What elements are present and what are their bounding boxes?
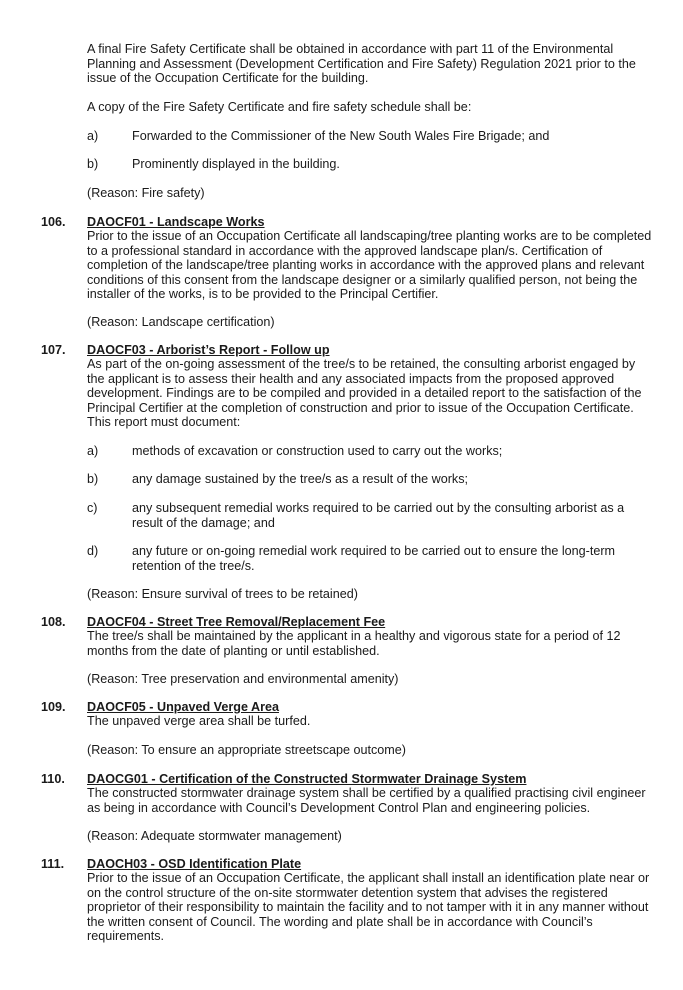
condition-number: 110. xyxy=(41,772,65,786)
list-item: Prominently displayed in the building. xyxy=(132,157,340,171)
reason-text: (Reason: Adequate stormwater management) xyxy=(87,829,342,843)
condition-body: As part of the on-going assessment of the tree/s to be retained, the consulting arborist engaged by the applicant is to assess their health and any associated impacts from the proposed approved development. Findings are to be compiled and provided in a detailed report to the satisfaction of the Principal Certifier at the completion of construction and prior to issue of the Occupation Certificate. This report must document: xyxy=(87,357,642,429)
condition-title: DAOCG01 - Certification of the Constructed Stormwater Drainage System xyxy=(87,772,527,786)
condition-number: 106. xyxy=(41,215,66,229)
reason-text: (Reason: Fire safety) xyxy=(87,186,205,200)
list-letter: b) xyxy=(87,472,99,486)
list-item: any subsequent remedial works required to be carried out by the consulting arborist as a result of the damage; and xyxy=(132,501,625,530)
condition-title: DAOCH03 - OSD Identification Plate xyxy=(87,857,302,871)
condition-number: 107. xyxy=(41,343,66,357)
condition-title: DAOCF01 - Landscape Works xyxy=(87,215,265,229)
list-letter: a) xyxy=(87,444,99,458)
list-item: any future or on-going remedial work required to be carried out to ensure the long-term retention of the tree/s. xyxy=(132,544,616,573)
list-item: Forwarded to the Commissioner of the New South Wales Fire Brigade; and xyxy=(132,129,550,143)
list-item: methods of excavation or construction used to carry out the works; xyxy=(132,444,503,458)
condition-title: DAOCF03 - Arborist’s Report - Follow up xyxy=(87,343,330,357)
intro-paragraph: A final Fire Safety Certificate shall be obtained in accordance with part 11 of the Environmental Planning and Assessment (Development Certification and Fire Safety) Regulation 2021 prior to the issue of the Occupation Certificate for the building. xyxy=(87,42,636,85)
reason-text: (Reason: Tree preservation and environmental amenity) xyxy=(87,672,399,686)
condition-title: DAOCF05 - Unpaved Verge Area xyxy=(87,700,279,714)
condition-number: 108. xyxy=(41,615,66,629)
reason-text: (Reason: Landscape certification) xyxy=(87,315,275,329)
condition-number: 109. xyxy=(41,700,66,714)
condition-body: The tree/s shall be maintained by the applicant in a healthy and vigorous state for a period of 12 months from the date of planting or until established. xyxy=(87,629,621,658)
reason-text: (Reason: Ensure survival of trees to be retained) xyxy=(87,587,358,601)
intro-paragraph: A copy of the Fire Safety Certificate and fire safety schedule shall be: xyxy=(87,100,472,114)
list-item: any damage sustained by the tree/s as a result of the works; xyxy=(132,472,469,486)
list-letter: a) xyxy=(87,129,99,143)
condition-body: The unpaved verge area shall be turfed. xyxy=(87,714,311,728)
condition-body: The constructed stormwater drainage system shall be certified by a qualified practising civil engineer as being in accordance with Council’s Development Control Plan and engineering policies. xyxy=(87,786,646,815)
reason-text: (Reason: To ensure an appropriate streetscape outcome) xyxy=(87,743,406,757)
list-letter: b) xyxy=(87,157,99,171)
list-letter: c) xyxy=(87,501,98,515)
list-letter: d) xyxy=(87,544,99,558)
condition-body: Prior to the issue of an Occupation Certificate all landscaping/tree planting works are to be completed to a professional standard in accordance with the approved landscape plan/s. Certification of completion of the landscape/tree planting works in accordance with the approved plans and relevant conditions of this consent from the landscape designer or a similarly qualified person, not being the installer of the works, is to be provided to the Principal Certifier. xyxy=(87,229,652,301)
condition-body: Prior to the issue of an Occupation Certificate, the applicant shall install an identification plate near or on the control structure of the on-site stormwater detention system that advises the registered proprietor of their responsibility to maintain the facility and to not tamper with it in any manner without the written consent of Council. The wording and plate shall be in accordance with Council’s requirements. xyxy=(87,871,650,943)
condition-number: 111. xyxy=(41,857,65,871)
condition-title: DAOCF04 - Street Tree Removal/Replacement Fee xyxy=(87,615,386,629)
